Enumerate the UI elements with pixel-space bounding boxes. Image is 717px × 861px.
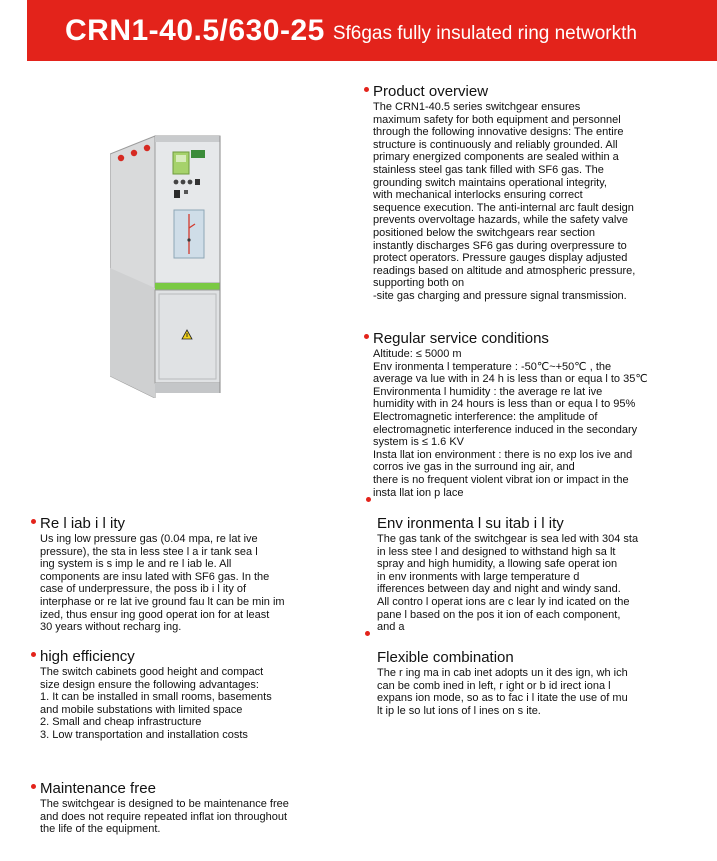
subtitle: Sf6gas fully insulated ring networkth bbox=[332, 22, 637, 44]
body-line: readings based on altitude and atmospheric pressure, bbox=[373, 264, 636, 277]
body-line: structure is continuously and reliably grounded. All bbox=[373, 138, 618, 151]
body-line: interphase or re lat ive ground fau lt can be min im bbox=[40, 595, 285, 608]
switchgear-cabinet-image bbox=[110, 128, 230, 398]
body-line: All contro l operat ions are c lear ly ind icated on the bbox=[377, 595, 630, 608]
body-line: grounding switch maintains operational integrity, bbox=[373, 176, 607, 189]
body-line: ing system is s imp le and re l iab le. All bbox=[40, 558, 232, 571]
body-line: size design ensure the following advantages: bbox=[40, 678, 259, 691]
body-line: supporting both on bbox=[373, 277, 465, 290]
service-conditions-heading: Regular service conditions bbox=[373, 330, 549, 347]
body-line: The switch cabinets good height and compact bbox=[40, 666, 264, 678]
body-line: the life of the equipment. bbox=[40, 823, 161, 836]
body-line: ifferences between day and night and windy sand. bbox=[377, 583, 621, 596]
body-line: system is ≤ 1.6 KV bbox=[373, 436, 465, 449]
environmental-heading: Env ironmenta l su itab i l ity bbox=[377, 515, 564, 532]
bullet-dot-icon bbox=[366, 497, 371, 502]
product-overview-heading: Product overview bbox=[373, 83, 489, 100]
body-line: pressure), the sta in less stee l a ir tank sea l bbox=[40, 545, 258, 558]
bullet-dot-icon bbox=[364, 87, 369, 92]
body-line: Environmenta l humidity : the average re lat ive bbox=[373, 385, 603, 398]
maintenance-free-section bbox=[40, 781, 340, 836]
body-line: Electromagnetic interference: the amplitude of bbox=[373, 410, 598, 423]
title-banner bbox=[27, 0, 717, 61]
body-line: The CRN1-40.5 series switchgear ensures bbox=[373, 101, 581, 113]
body-line: insta llat ion p lace bbox=[373, 486, 464, 499]
body-line: can be comb ined in left, r ight or b id irect iona l bbox=[377, 679, 611, 692]
body-line: and a bbox=[377, 621, 405, 634]
body-line: maximum safety for both equipment and personnel bbox=[373, 113, 621, 126]
body-line: in less stee l and designed to withstand high sa lt bbox=[377, 545, 616, 558]
body-line: instantly discharges SF6 gas during overpressure to bbox=[373, 239, 627, 252]
body-line: pane l based on the pos it ion of each component, bbox=[377, 608, 621, 621]
product-overview-section bbox=[373, 84, 703, 303]
body-line: average va lue with in 24 h is less than or equa l to 35℃ bbox=[373, 373, 648, 386]
body-line: Us ing low pressure gas (0.04 mpa, re lat ive bbox=[40, 533, 258, 545]
body-line: ized, thus ensur ing good operat ion for at least bbox=[40, 608, 270, 621]
body-line: expans ion mode, so as to fac i l itate the use of mu bbox=[377, 692, 628, 705]
body-line: and mobile substations with limited space bbox=[40, 703, 243, 716]
bullet-dot-icon bbox=[364, 334, 369, 339]
body-line: The r ing ma in cab inet adopts un it des ign, wh ich bbox=[377, 667, 628, 679]
body-line: and does not require repeated inflat ion throughout bbox=[40, 810, 288, 823]
body-line: The gas tank of the switchgear is sea led with 304 sta bbox=[377, 533, 639, 545]
reliability-section bbox=[40, 516, 340, 634]
body-line: -site gas charging and pressure signal transmission. bbox=[373, 289, 627, 302]
body-line: there is no frequent violent vibrat ion or impact in the bbox=[373, 473, 629, 486]
reliability-heading: Re l iab i l ity bbox=[40, 515, 126, 532]
body-line: positioned below the switchgears rear section bbox=[373, 226, 595, 239]
flexible-combination-section bbox=[377, 650, 707, 717]
body-line: components are insu lated with SF6 gas. In the bbox=[40, 570, 270, 583]
body-line: lt ip le so lut ions of l ines on s ite. bbox=[377, 704, 541, 717]
body-line: corros ive gas in the surround ing air, and bbox=[373, 461, 575, 474]
bullet-dot-icon bbox=[365, 631, 370, 636]
body-line: spray and high humidity, a llowing safe operat ion bbox=[377, 558, 618, 571]
body-line: Env ironmenta l temperature : -50℃~+50℃ , the bbox=[373, 360, 612, 373]
body-line: prevents overvoltage hazards, while the safety valve bbox=[373, 214, 628, 227]
body-line: stainless steel gas tank filled with SF6 gas. The bbox=[373, 163, 604, 176]
environmental-section bbox=[377, 516, 707, 634]
service-conditions-section bbox=[373, 331, 703, 499]
body-line: 3. Low transportation and installation costs bbox=[40, 728, 248, 741]
body-line: case of underpressure, the poss ib i l ity of bbox=[40, 583, 247, 596]
bullet-dot-icon bbox=[31, 519, 36, 524]
body-line: humidity with in 24 hours is less than or equa l to 95% bbox=[373, 398, 636, 411]
body-line: in env ironments with large temperature d bbox=[377, 570, 580, 583]
body-line: The switchgear is designed to be maintenance free bbox=[40, 798, 289, 810]
body-line: electromagnetic interference induced in the secondary bbox=[373, 423, 638, 436]
body-line: primary energized components are sealed within a bbox=[373, 151, 619, 164]
model-title: CRN1-40.5/630-25 bbox=[65, 13, 325, 47]
body-line: with mechanical interlocks ensuring correct bbox=[373, 189, 583, 202]
body-line: Altitude: ≤ 5000 m bbox=[373, 348, 462, 360]
body-line: sequence execution. The anti-internal arc fault design bbox=[373, 201, 634, 214]
flexible-combination-heading: Flexible combination bbox=[377, 649, 514, 666]
high-efficiency-heading: high efficiency bbox=[40, 648, 135, 665]
body-line: 1. It can be installed in small rooms, basements bbox=[40, 691, 272, 704]
bullet-dot-icon bbox=[31, 652, 36, 657]
high-efficiency-section bbox=[40, 649, 340, 742]
body-line: 2. Small and cheap infrastructure bbox=[40, 716, 202, 729]
body-line: Insta llat ion environment : there is no exp los ive and bbox=[373, 448, 633, 461]
body-line: protect operators. Pressure gauges display adjusted bbox=[373, 252, 628, 265]
body-line: through the following innovative designs: The entire bbox=[373, 126, 624, 139]
body-line: 30 years without recharg ing. bbox=[40, 621, 182, 634]
bullet-dot-icon bbox=[31, 784, 36, 789]
maintenance-free-heading: Maintenance free bbox=[40, 780, 156, 797]
